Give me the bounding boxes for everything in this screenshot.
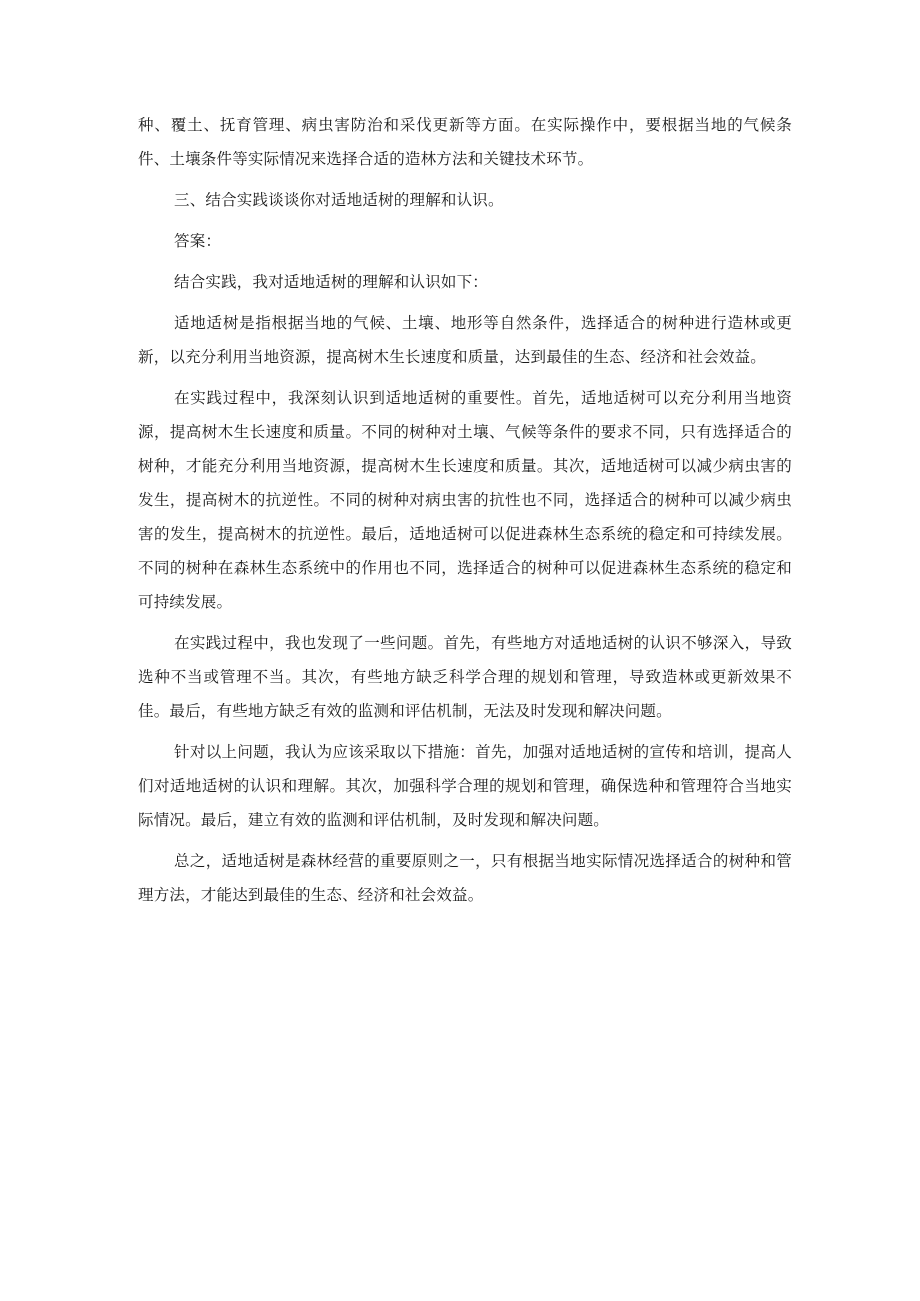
paragraph-problems: 在实践过程中，我也发现了一些问题。首先，有些地方对适地适树的认识不够深入，导致选种不当或管理不当。其次，有些地方缺乏科学合理的规划和管理，导致造林或更新效果不佳。最后，有些地方缺乏有效的监测和评估机制，无法及时发现和解决问题。 bbox=[138, 634, 792, 720]
paragraph-conclusion: 总之，适地适树是森林经营的重要原则之一，只有根据当地实际情况选择适合的树种和管理方法，才能达到最佳的生态、经济和社会效益。 bbox=[138, 852, 792, 904]
answer-intro: 结合实践，我对适地适树的理解和认识如下： bbox=[174, 273, 489, 291]
document-page bbox=[138, 108, 792, 919]
paragraph-measures: 针对以上问题，我认为应该采取以下措施：首先，加强对适地适树的宣传和培训，提高人们对适地适树的认识和理解。其次，加强科学合理的规划和管理，确保选种和管理符合当地实际情况。最后，建立有效的监测和评估机制，及时发现和解决问题。 bbox=[138, 743, 792, 829]
answer-label: 答案： bbox=[174, 232, 222, 250]
paragraph-definition: 适地适树是指根据当地的气候、土壤、地形等自然条件，选择适合的树种进行造林或更新，以充分利用当地资源，提高树木生长速度和质量，达到最佳的生态、经济和社会效益。 bbox=[138, 314, 792, 366]
paragraph-continued: 种、覆土、抚育管理、病虫害防治和采伐更新等方面。在实际操作中，要根据当地的气候条件、土壤条件等实际情况来选择合适的造林方法和关键技术环节。 bbox=[138, 116, 792, 168]
question-heading: 三、结合实践谈谈你对适地适树的理解和认识。 bbox=[174, 191, 504, 209]
paragraph-importance: 在实践过程中，我深刻认识到适地适树的重要性。首先，适地适树可以充分利用当地资源，提高树木生长速度和质量。不同的树种对土壤、气候等条件的要求不同，只有选择适合的树种，才能充分利用当地资源，提高树木生长速度和质量。其次，适地适树可以减少病虫害的发生，提高树木的抗逆性。不同的树种对病虫害的抗性也不同，选择适合的树种可以减少病虫害的发生，提高树木的抗逆性。最后，适地适树可以促进森林生态系统的稳定和可持续发展。不同的树种在森林生态系统中的作用也不同，选择适合的树种可以促进森林生态系统的稳定和可持续发展。 bbox=[138, 389, 792, 611]
